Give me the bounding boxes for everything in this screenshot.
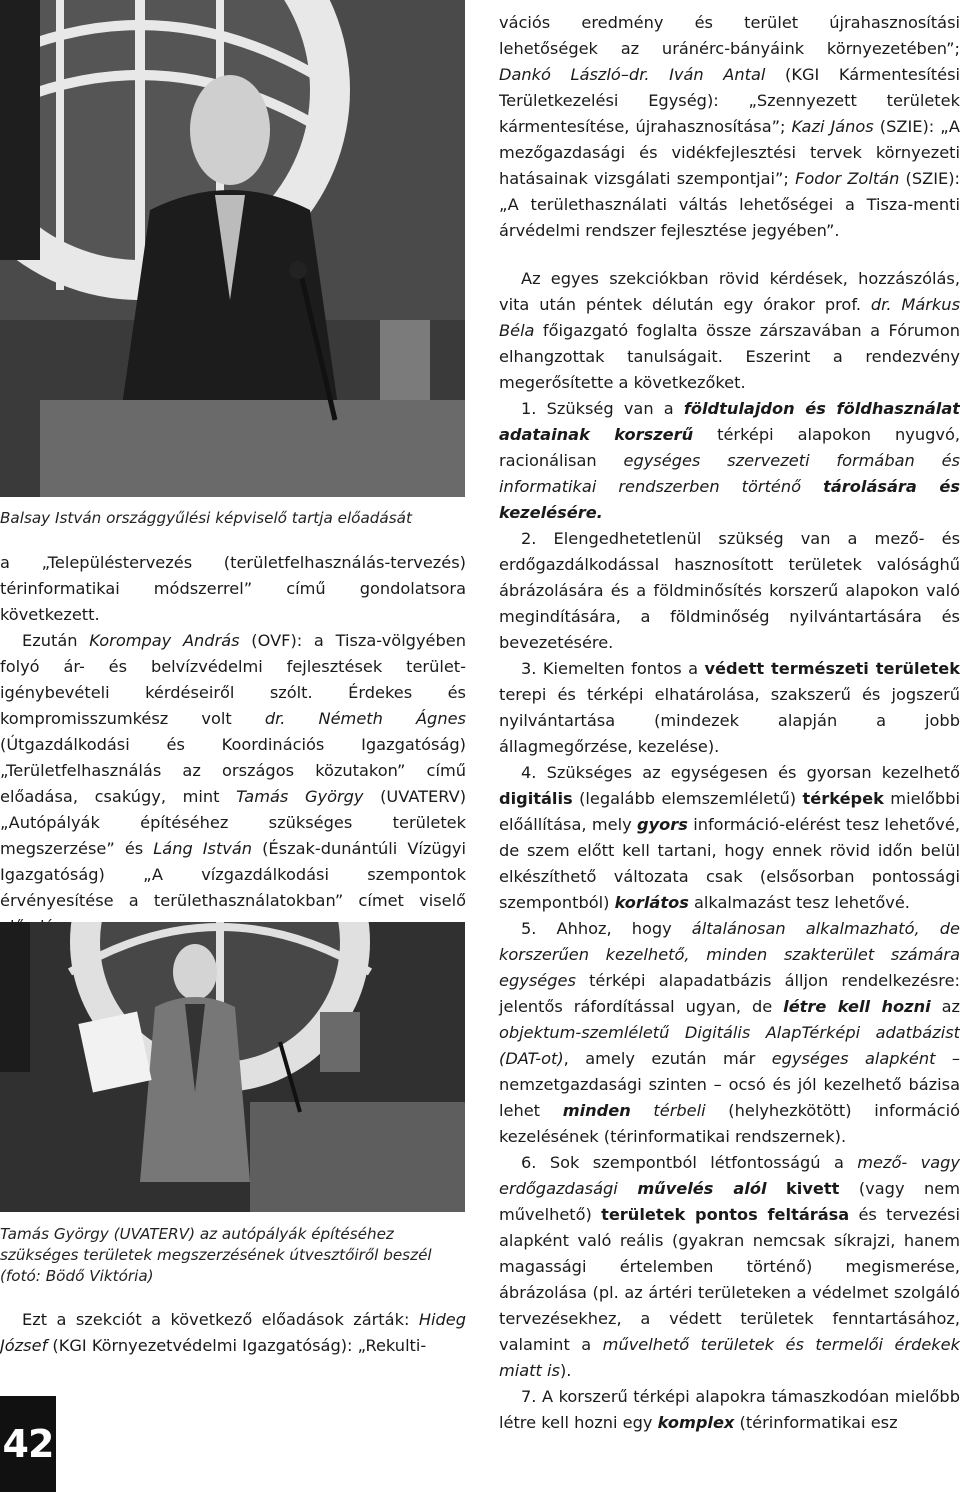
text-run: – nemzetgazdasági szinten – ocsó és jól kezelhető bázisa lehet	[499, 1049, 960, 1120]
list-item	[499, 1150, 960, 1384]
speaker-photo-art	[0, 0, 465, 497]
right-column-main	[499, 266, 960, 1436]
person-name: Láng István	[153, 839, 253, 858]
person-name: Tamás György	[236, 787, 364, 806]
paragraph	[499, 266, 960, 396]
emphasis: térbeli	[653, 1101, 706, 1120]
list-item	[499, 526, 960, 656]
text-run: (helyhezkötött) információ kezelésének (térinformatikai rendszernek).	[499, 1101, 960, 1146]
speaker-photo2-art	[0, 922, 465, 1212]
text-run: Ezután	[22, 631, 90, 650]
person-name: Kazi János	[791, 117, 874, 136]
text-run: (vagy nem művelhető)	[499, 1179, 960, 1224]
text-run: , amely ezután már	[563, 1049, 772, 1068]
text-run	[631, 1101, 654, 1120]
emphasis: komplex	[657, 1413, 735, 1432]
text-run: mielőbbi előállítása, mely	[499, 789, 960, 834]
text-run: alkalmazást tesz lehetővé.	[688, 893, 910, 912]
text-run: térképi alapadatbázis álljon rendelkezésre: jelentős ráfordítással ugyan, de	[499, 971, 960, 1016]
text-run: (SZIE): „A mezőgazdasági és vidékfejlesztési tervek környezeti hatásainak vizsgálati szempontjai”;	[499, 117, 960, 188]
emphasis: művelhető területek és termelői érdekek miatt is	[499, 1335, 960, 1380]
speaker-photo-tamas	[0, 922, 465, 1212]
emphasis: létre kell hozni	[783, 997, 931, 1016]
text-run	[618, 1179, 638, 1198]
text-run: terepi és térképi elhatárolása, szakszerű és jogszerű nyilvántartása (mindezek alapján a jobb állagmegőrzése, kezelése).	[499, 685, 960, 756]
page-number: 42	[0, 1396, 56, 1492]
emphasis: egységes alapként	[771, 1049, 936, 1068]
text-run: a „Településtervezés (területfelhasználás-tervezés) térinformatikai módszerrel” című gondolatsora következett.	[0, 553, 466, 624]
text-run: 2. Elengedhetetlenül szükség van a mező- és erdőgazdálkodással hasznosított területek valósághű ábrázolására és a földminősítés korszerű alapokon való megindítására, a földminőség nyilvántartására és bevezetésére.	[499, 529, 960, 652]
text-run: ).	[559, 1361, 572, 1380]
emphasis: objektum-szemléletű Digitális AlapTérképi adatbázist (DAT-ot)	[499, 1023, 960, 1068]
emphasis: földtulajdon és földhasználat adatainak korszerű	[499, 399, 960, 444]
person-name: Hideg József	[0, 1310, 466, 1355]
text-run: 3. Kiemelten fontos a	[521, 659, 705, 678]
list-item	[499, 656, 960, 760]
person-name: dr. Márkus Béla	[499, 295, 960, 340]
text-run: (KGI Kármentesítési Területkezelési Egység): „Szennyezett területek kármentesítése, újrahasznosítása”;	[499, 65, 960, 136]
text-run: (Észak-dunántúli Vízügyi Igazgatóság) „A vízgazdálkodási szempontok érvényesítése a területhasználatokban” címet viselő	[0, 839, 467, 910]
right-column-top	[499, 10, 960, 244]
text-run: (OVF): a Tisza-völgyében folyó ár- és belvízvédelmi fejlesztések terület-igénybevételi kérdéseiről szólt. Érdekes és kompromisszumkész volt	[0, 631, 466, 728]
text-run	[801, 477, 823, 496]
text-run: (SZIE): „A területhasználati váltás lehetőségei a Tisza-menti árvédelmi rendszer fejlesztése jegyében”.	[499, 169, 960, 240]
text-run: 1. Szükség van a	[521, 399, 684, 418]
emphasis: térképek	[802, 789, 884, 808]
left-column-body	[0, 550, 466, 940]
emphasis: minden	[562, 1101, 631, 1120]
text-run: Az egyes szekciókban rövid kérdések, hozzászólás, vita után péntek délután egy órakor prof.	[499, 269, 960, 314]
emphasis: védett természeti területek	[704, 659, 960, 678]
emphasis: tárolására és kezelésére.	[499, 477, 960, 522]
text-run	[767, 1179, 787, 1198]
emphasis: korlátos	[614, 893, 689, 912]
text-run: az	[930, 997, 960, 1016]
person-name: Dankó László	[499, 65, 621, 84]
paragraph	[0, 628, 466, 940]
text-run: (Útgazdálkodási és Koordinációs Igazgatóság) „Területfelhasználás az országos közutakon” című előadása, csakúgy, mint	[0, 735, 466, 806]
text-run: térképi alapokon nyugvó, racionálisan	[499, 425, 960, 470]
text-run: és tervezési alapként való reális (gyakran nemcsak síkrajzi, hanem magassági értelemben történő) megismerése, ábrázolása (pl. az ártéri területeken a védelmet szolgáló tervezésekhez, a védett területek fenntartásához, valamint a	[499, 1205, 960, 1354]
text-run: 5. Ahhoz, hogy	[521, 919, 692, 938]
paragraph	[0, 550, 466, 628]
text-run: (KGI Környezetvédelmi Igazgatóság): „Rekulti-	[47, 1336, 427, 1355]
list-item	[499, 396, 960, 526]
list-item	[499, 760, 960, 916]
emphasis: területek pontos feltárása	[601, 1205, 850, 1224]
text-run: –	[620, 65, 629, 84]
text-run: főigazgató foglalta össze zárszavában a Fórumon elhangzottak tanulságait. Eszerint a rendezvény megerősítette a következőket.	[499, 321, 960, 392]
emphasis: egységes szervezeti formában és informatikai rendszerben történő	[499, 451, 960, 496]
photo1-caption: Balsay István országgyűlési képviselő tartja előadását	[0, 509, 412, 527]
person-name: Korompay András	[89, 631, 240, 650]
paragraph	[0, 1307, 466, 1359]
emphasis: művelés alól	[637, 1179, 767, 1198]
list-item	[499, 916, 960, 1150]
text-run: 4. Szükséges az egységesen és gyorsan kezelhető	[521, 763, 960, 782]
text-run: (UVATERV) „Autópályák építéséhez szükséges területek megszerzése” és	[0, 787, 467, 858]
list-item	[499, 1384, 960, 1436]
text-run: (legalább elemszemléletű)	[572, 789, 803, 808]
person-name: dr. Németh Ágnes	[264, 709, 466, 728]
emphasis: gyors	[636, 815, 688, 834]
paragraph	[499, 10, 960, 244]
emphasis: digitális	[499, 789, 573, 808]
person-name: Fodor Zoltán	[795, 169, 900, 188]
emphasis: általánosan alkalmazható, de korszerűen kezelhető, minden szakterület számára egységes	[499, 919, 960, 990]
text-run: információ-elérést tesz lehetővé, de szem előtt kell tartani, hogy ennek rövid időn belül elkészíthető változata csak (elsősorban pontossági szempontból)	[499, 815, 960, 912]
text-run: Ezt a szekciót a következő előadások zárták:	[22, 1310, 419, 1329]
emphasis: kivett	[786, 1179, 840, 1198]
text-run: 6. Sok szempontból létfontosságú a	[521, 1153, 858, 1172]
left-column-closing	[0, 1307, 466, 1359]
text-run: 7. A korszerű térképi alapokra támaszkodóan mielőbb létre kell hozni egy	[499, 1387, 960, 1432]
emphasis: mező- vagy erdőgazdasági	[499, 1153, 960, 1198]
photo2-caption: Tamás György (UVATERV) az autópályák építéséhez szükséges területek megszerzésének útvesztőiről beszél (fotó: Bödő Viktória)	[0, 1225, 432, 1285]
person-name: dr. Iván Antal	[628, 65, 766, 84]
text-run: vációs eredmény és terület újrahasznosítási lehetőségek az uránérc-bányáink környezetében”;	[499, 13, 960, 58]
text-run: (térinformatikai esz	[734, 1413, 898, 1432]
speaker-photo-balsay	[0, 0, 465, 497]
